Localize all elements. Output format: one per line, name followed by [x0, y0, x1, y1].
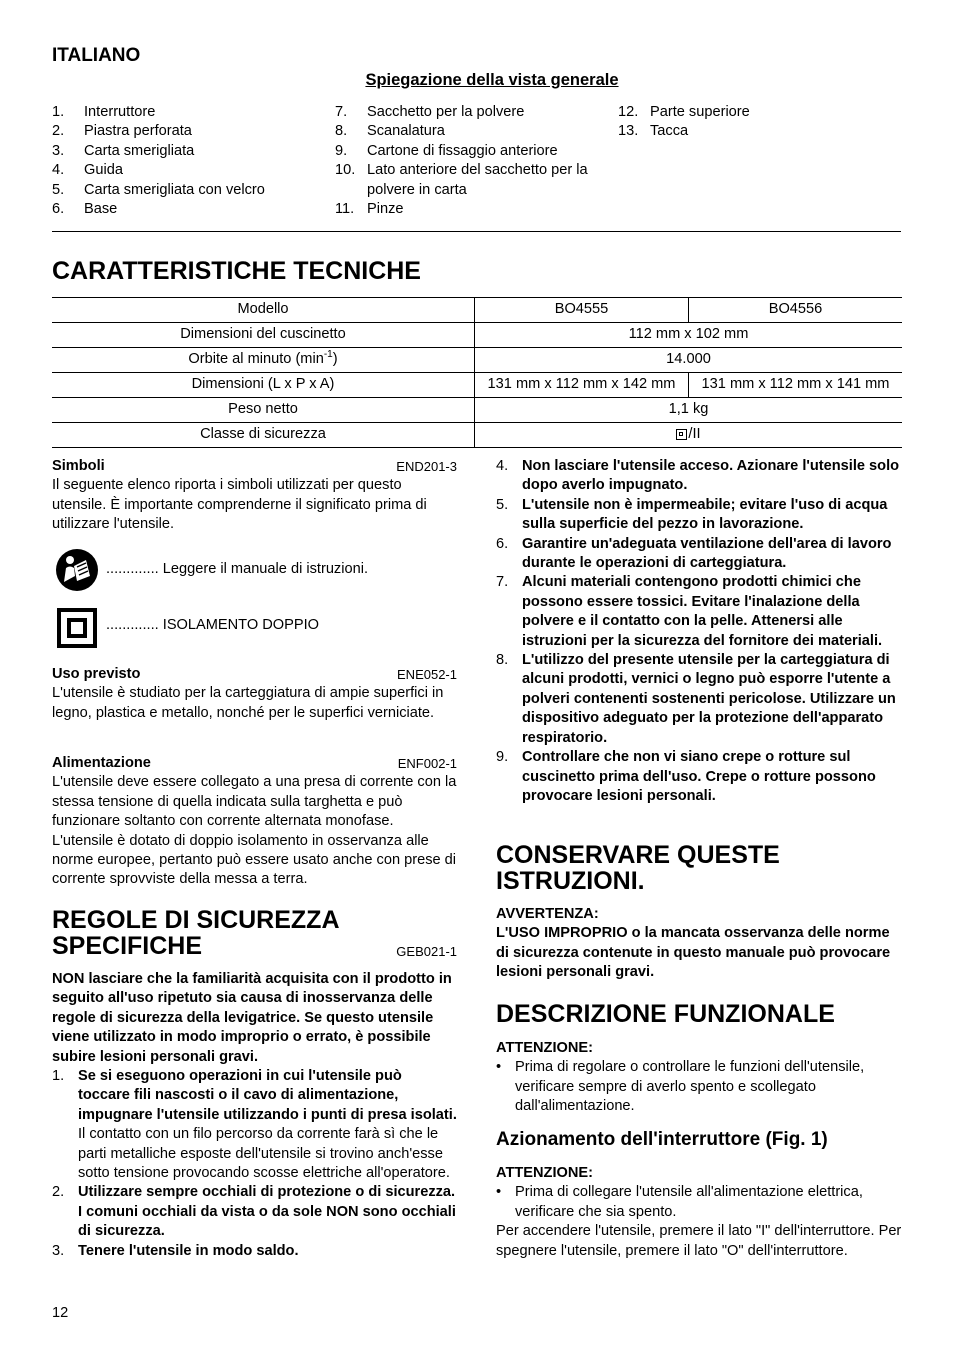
list-item: 5. L'utensile non è impermeabile; evitare l'uso di acqua sulla superficie del pezzo in lavorazione. [496, 496, 888, 533]
specs-heading: CARATTERISTICHE TECNICHE [52, 257, 421, 285]
table-row [52, 373, 902, 398]
table-cell: 131 mm x 112 mm x 141 mm [689, 373, 903, 398]
overview-item: 10. Lato anteriore del sacchetto per la polvere in carta [335, 162, 588, 198]
intended-use-text: L'utensile è studiato per la carteggiatura di ampie superfici in legno, plastica e metallo, nonché per le superfici verniciate. [52, 685, 444, 721]
list-item: 9. Controllare che non vi siano crepe o rotture sul cuscinetto prima dell'uso. Crepe o rotture possono provocare lesioni personali. [496, 749, 876, 804]
keep-instructions-heading: CONSERVARE QUESTE ISTRUZIONI. [496, 841, 780, 895]
overview-item: 4. Guida [52, 162, 123, 179]
power-title: Alimentazione [52, 755, 151, 771]
safety-rules [52, 970, 457, 1261]
list-item: 3. Tenere l'utensile in modo saldo. [52, 1242, 299, 1259]
table-row [52, 423, 902, 448]
symbols-code: END201-3 [396, 459, 457, 474]
safety-list [52, 1067, 457, 1261]
overview-item: 5. Carta smerigliata con velcro [52, 181, 265, 198]
divider [52, 231, 901, 232]
symbols-title: Simboli [52, 458, 105, 474]
symbols-section [52, 457, 457, 535]
functional-caution [496, 1039, 902, 1117]
list-item: 1. Se si eseguono operazioni in cui l'utensile può toccare fili nascosti o il cavo di alimentazione, impugnare l'utensile utilizzando i punti di presa isolati. Il contatto con un filo percorso da corrente farà sì che le parti metalliche esposte dell'utensile si trovino anch'esse sotto tensione provocando scosse elettriche all'operatore. [52, 1068, 457, 1182]
switch-text: Per accendere l'utensile, premere il lato "I" dell'interruttore. Per spegnere l'utensile, premere il lato "O" dell'interruttore. [496, 1223, 902, 1259]
safety-heading: REGOLE DI SICUREZZA SPECIFICHE [52, 906, 340, 960]
list-item: • Prima di regolare o controllare le funzioni dell'utensile, verificare sempre di averlo spento e scollegato dall'alimentazione. [496, 1059, 865, 1115]
safety-code: GEB021-1 [396, 944, 457, 959]
power-section [52, 754, 457, 890]
table-cell: BO4556 [689, 298, 903, 323]
switch-heading: Azionamento dell'interruttore (Fig. 1) [496, 1129, 828, 1150]
functional-heading: DESCRIZIONE FUNZIONALE [496, 1000, 835, 1028]
caution-label: ATTENZIONE: [496, 1040, 594, 1056]
table-cell: Dimensioni del cuscinetto [52, 323, 475, 348]
power-text: L'utensile deve essere collegato a una presa di corrente con la stessa tensione di quella indicata sulla targhetta e può funzionare soltanto con corrente alternata monofase. L'utensile è dotato di doppio isolamento in osservanza alle norme europee, pertanto può essere usato anche con prese di corrente sprovviste della messa a terra. [52, 774, 457, 888]
overview-item: 6. Base [52, 201, 118, 218]
overview-column-3 [618, 103, 878, 142]
double-insulation-text: ............. ISOLAMENTO DOPPIO [106, 617, 320, 633]
intended-use-code: ENE052-1 [397, 667, 457, 682]
list-item: 8. L'utilizzo del presente utensile per la carteggiatura di alcuni prodotti, vernici o legno può esporre l'utente a polveri contenenti sostenenti pericolose. Utilizzare un dispositivo adeguato per la protezione dell'apparato respiratorio. [496, 652, 896, 746]
safety-rules-continued [496, 457, 902, 806]
intended-use-title: Uso previsto [52, 666, 141, 682]
double-insulation-icon [57, 608, 97, 648]
symbol-double-insulation [52, 606, 457, 650]
warning-section [496, 905, 902, 983]
safety-list-continued [496, 457, 902, 806]
warning-text: L'USO IMPROPRIO o la mancata osservanza delle norme di sicurezza contenute in questo manuale può provocare lesioni personali gravi. [496, 925, 891, 981]
switch-section [496, 1164, 902, 1261]
intended-use-section [52, 665, 457, 723]
table-cell: 1,1 kg [475, 398, 903, 423]
table-row [52, 398, 902, 423]
list-item: • Prima di collegare l'utensile all'alimentazione elettrica, verificare che sia spento. [496, 1184, 863, 1220]
list-item: 4. Non lasciare l'utensile acceso. Azionare l'utensile solo dopo averlo impugnato. [496, 458, 900, 494]
safety-intro: NON lasciare che la familiarità acquisita con il prodotto in seguito all'uso ripetuto sia causa di inosservanza delle regole di sicurezza della levigatrice. Se questo utensile viene utilizzato in modo improprio o errato, è possibile subire lesioni personali gravi. [52, 971, 452, 1065]
list-item: 6. Garantire un'adeguata ventilazione dell'area di lavoro durante le operazioni di carteggiatura. [496, 535, 892, 572]
overview-item: 9. Cartone di fissaggio anteriore [335, 142, 558, 159]
table-cell: /II [475, 423, 903, 448]
table-row [52, 348, 902, 373]
language-heading: ITALIANO [52, 45, 141, 66]
overview-column-1 [52, 103, 312, 219]
double-insulation-icon [676, 429, 687, 440]
read-manual-icon [55, 548, 99, 592]
table-cell: BO4555 [475, 298, 689, 323]
table-cell: Peso netto [52, 398, 475, 423]
table-cell: 131 mm x 112 mm x 142 mm [475, 373, 689, 398]
table-cell: Classe di sicurezza [52, 423, 475, 448]
overview-item: 3. Carta smerigliata [52, 142, 195, 159]
table-row [52, 298, 902, 323]
table-row [52, 323, 902, 348]
overview-item: 13. Tacca [618, 123, 689, 140]
overview-item: 7. Sacchetto per la polvere [335, 104, 525, 120]
table-cell: 14.000 [475, 348, 903, 373]
overview-item: 8. Scanalatura [335, 123, 445, 140]
read-manual-text: ............. Leggere il manuale di istruzioni. [106, 561, 369, 577]
symbol-read-manual [52, 548, 457, 592]
overview-column-2 [335, 103, 610, 219]
symbols-text: Il seguente elenco riporta i simboli utilizzati per questo utensile. È importante comprenderne il significato prima di utilizzare l'utensile. [52, 477, 427, 533]
specs-table [52, 297, 902, 448]
switch-caution-label: ATTENZIONE: [496, 1165, 594, 1181]
overview-item: 12. Parte superiore [618, 104, 750, 120]
overview-item: 1. Interruttore [52, 104, 156, 120]
power-code: ENF002-1 [397, 756, 457, 771]
list-item: 7. Alcuni materiali contengono prodotti chimici che possono essere tossici. Evitare l'inalazione della polvere e il contatto con la pelle. Attenersi alle istruzioni per la sicurezza del fornitore dei materiali. [496, 574, 883, 649]
table-cell: Orbite al minuto $(\min^{-1})$ [52, 348, 475, 373]
page-number: 12 [52, 1305, 69, 1321]
safety-heading-block [52, 907, 457, 963]
table-cell: Modello [52, 298, 475, 323]
table-cell: 112 mm x 102 mm [475, 323, 903, 348]
overview-item: 11. Pinze [335, 201, 404, 218]
overview-title: Spiegazione della vista generale [365, 71, 619, 89]
overview-item: 2. Piastra perforata [52, 123, 192, 140]
warning-label: AVVERTENZA: [496, 906, 599, 922]
table-cell: Dimensioni (L x P x A) [52, 373, 475, 398]
list-item: 2. Utilizzare sempre occhiali di protezione o di sicurezza. I comuni occhiali da vista o da sole NON sono occhiali di sicurezza. [52, 1184, 456, 1240]
